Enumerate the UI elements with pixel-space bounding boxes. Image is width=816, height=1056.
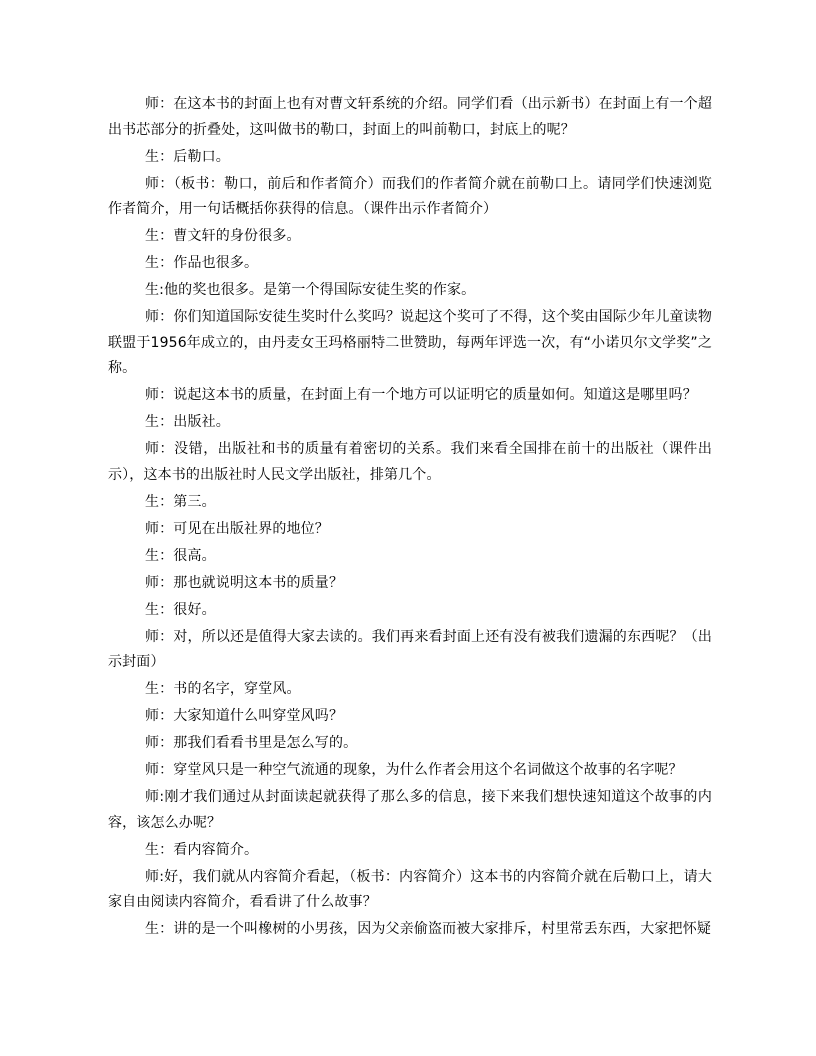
document-body [108, 92, 712, 944]
paragraph: 生：出版社。 [145, 414, 230, 431]
paragraph: 师：对，所以还是值得大家去读的。我们再来看封面上还有没有被我们遗漏的东西呢？（出示封面） [108, 628, 712, 671]
paragraph: 生：第三。 [145, 493, 216, 510]
paragraph: 师：穿堂风只是一种空气流通的现象，为什么作者会用这个名词做这个故事的名字呢？ [145, 762, 683, 779]
paragraph: 师:刚才我们通过从封面读起就获得了那么多的信息，接下来我们想快速知道这个故事的内容，该怎么办呢？ [108, 789, 712, 831]
paragraph: 师：大家知道什么叫穿堂风吗？ [145, 708, 344, 725]
paragraph: 生：书的名字，穿堂风。 [145, 681, 301, 698]
paragraph: 师：可见在出版社界的地位？ [145, 520, 329, 537]
paragraph: 生：很高。 [145, 547, 216, 564]
paragraph: 生：作品也很多。 [145, 255, 259, 272]
paragraph: 生：很好。 [145, 601, 216, 618]
paragraph: 生:他的奖也很多。是第一个得国际安徒生奖的作家。 [145, 282, 476, 299]
paragraph: 师：在这本书的封面上也有对曹文轩系统的介绍。同学们看（出示新书）在封面上有一个超出书芯部分的折叠处，这叫做书的勒口，封面上的叫前勒口，封底上的呢？ [108, 96, 712, 138]
paragraph: 生：讲的是一个叫橡树的小男孩，因为父亲偷盗而被大家排斥，村里常丢东西，大家把怀疑 [145, 921, 711, 938]
paragraph: 生：后勒口。 [145, 148, 230, 165]
paragraph: 师：那也就说明这本书的质量？ [145, 574, 344, 591]
paragraph: 师：没错，出版社和书的质量有着密切的关系。我们来看全国排在前十的出版社（课件出示），这本书的出版社时人民文学出版社，排第几个。 [108, 441, 712, 483]
paragraph: 师：你们知道国际安徒生奖时什么奖吗？说起这个奖可了不得，这个奖由国际少年儿童读物联盟于1956年成立的，由丹麦女王玛格丽特二世赞助，每两年评选一次，有“小诺贝尔文学奖”之称。 [108, 309, 712, 377]
paragraph: 生：曹文轩的身份很多。 [145, 228, 301, 245]
paragraph: 师：说起这本书的质量，在封面上有一个地方可以证明它的质量如何。知道这是哪里吗？ [145, 387, 697, 404]
paragraph: 生：看内容简介。 [145, 841, 259, 858]
paragraph: 师:好，我们就从内容简介看起，（板书：内容简介）这本书的内容简介就在后勒口上，请大家自由阅读内容简介，看看讲了什么故事？ [108, 868, 712, 911]
paragraph: 师：那我们看看书里是怎么写的。 [145, 735, 358, 752]
paragraph: 师：（板书：勒口，前后和作者简介）而我们的作者简介就在前勒口上。请同学们快速浏览作者简介，用一句话概括你获得的信息。（课件出示作者简介） [108, 175, 712, 218]
